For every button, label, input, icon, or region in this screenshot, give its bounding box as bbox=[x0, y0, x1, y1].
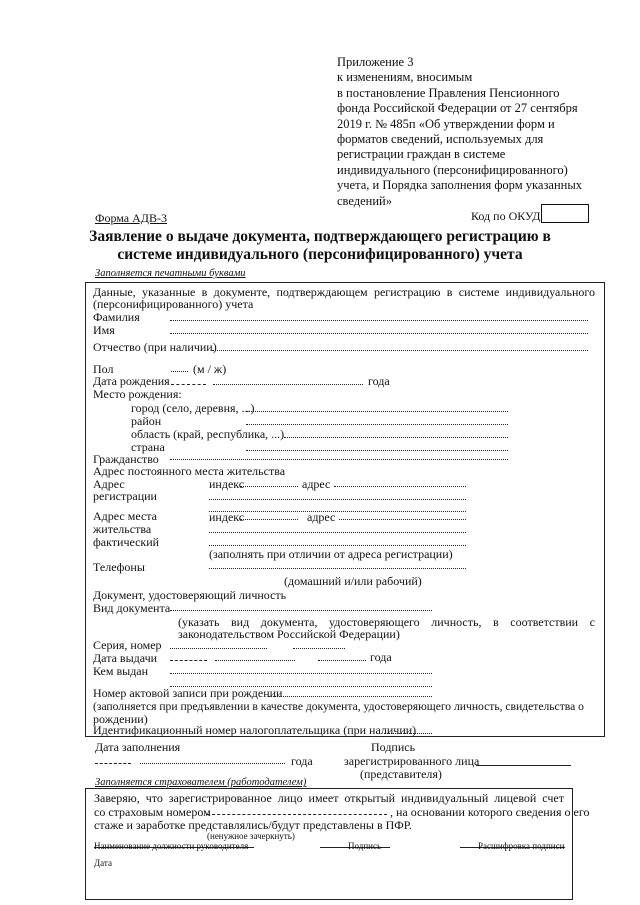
reg-index-label: индекс bbox=[209, 477, 245, 491]
issued-by-label: Кем выдан bbox=[93, 664, 149, 678]
appendix-line: фонда Российской Федерации от 27 сентября bbox=[337, 101, 578, 116]
live-address-hint: (заполнять при отличии от адреса регистрации) bbox=[209, 547, 453, 561]
citizenship-field[interactable] bbox=[170, 451, 508, 460]
district-field[interactable] bbox=[246, 416, 508, 425]
title-line: Заявление о выдаче документа, подтверждающего регистрацию в bbox=[89, 228, 551, 245]
birth-record-label: Номер актовой записи при рождении bbox=[93, 686, 283, 700]
live-address-field-1[interactable] bbox=[339, 511, 466, 520]
fill-year-word: года bbox=[291, 754, 313, 768]
appendix-line: 2019 г. № 485п «Об утверждении форм и bbox=[337, 116, 555, 131]
region-label: область (край, республика, ...) bbox=[131, 427, 285, 441]
live-address-label: Адрес места bbox=[93, 509, 157, 523]
citizenship-label: Гражданство bbox=[93, 452, 159, 466]
certify-text-2: , на основании которого сведения о его bbox=[390, 805, 590, 819]
birthdate-year-field[interactable] bbox=[213, 376, 363, 385]
insurance-number-field[interactable] bbox=[207, 806, 387, 815]
city-label: город (село, деревня, ...) bbox=[131, 401, 255, 415]
certify-text-3: стаже и заработке представлялись/будут представлены в ПФР. bbox=[94, 818, 412, 832]
district-label: район bbox=[131, 414, 162, 428]
fill-date-label: Дата заполнения bbox=[95, 740, 181, 754]
live-index-field[interactable] bbox=[240, 511, 298, 520]
issue-date-label: Дата выдачи bbox=[93, 651, 158, 665]
reg-addr-label: адрес bbox=[302, 477, 331, 491]
appendix-line: Приложение 3 bbox=[337, 55, 414, 69]
appendix-header bbox=[337, 55, 597, 209]
signature-field[interactable] bbox=[476, 765, 571, 766]
inn-field[interactable] bbox=[384, 725, 432, 734]
patronymic-label: Отчество (при наличии) bbox=[93, 340, 217, 354]
reg-address-field-2[interactable] bbox=[209, 491, 466, 500]
sex-hint: (м / ж) bbox=[193, 362, 227, 376]
address-header: Адрес постоянного места жительства bbox=[93, 464, 286, 478]
series-number-label: Серия, номер bbox=[93, 638, 162, 652]
region-field[interactable] bbox=[284, 429, 508, 438]
id-document-label: Документ, удостоверяющий личность bbox=[93, 588, 287, 602]
signature-who-2: (представителя) bbox=[360, 767, 442, 781]
issue-date-month-field[interactable] bbox=[215, 652, 295, 661]
form-code: Форма АДВ-3 bbox=[95, 211, 167, 225]
signature-label: Подпись bbox=[371, 740, 416, 754]
date-caption: Дата bbox=[94, 858, 112, 868]
note-employer: Заполняется страхователем (работодателем) bbox=[95, 777, 307, 788]
sex-field[interactable] bbox=[171, 363, 188, 372]
doc-type-hint-2: законодательством Российской Федерации) bbox=[178, 627, 400, 641]
fill-date-year-field[interactable] bbox=[140, 755, 285, 764]
birthplace-label: Место рождения: bbox=[93, 387, 182, 401]
okud-label: Код по ОКУД bbox=[471, 209, 541, 223]
live-address-field-3[interactable] bbox=[209, 537, 466, 546]
issued-by-field-1[interactable] bbox=[170, 665, 432, 674]
phones-hint: (домашний и/или рабочий) bbox=[284, 574, 422, 588]
doc-type-field[interactable] bbox=[170, 602, 432, 611]
reg-address-field-1[interactable] bbox=[334, 478, 466, 487]
birthdate-label: Дата рождения bbox=[93, 374, 170, 388]
signature-who: зарегистрированного лица bbox=[344, 754, 480, 768]
live-address-field-2[interactable] bbox=[209, 524, 466, 533]
city-field[interactable] bbox=[246, 403, 508, 412]
live-addr-label: адрес bbox=[307, 510, 336, 524]
note-print-letters: Заполняется печатными буквами bbox=[95, 268, 246, 279]
doc-type-label: Вид документа bbox=[93, 601, 171, 615]
title-line: системе индивидуального (персонифицированного) учета bbox=[117, 246, 523, 263]
phones-field[interactable] bbox=[209, 560, 466, 569]
signature-caption: Подпись bbox=[348, 841, 382, 851]
phones-label: Телефоны bbox=[93, 560, 145, 574]
name-field[interactable] bbox=[170, 325, 588, 334]
birthdate-day-month-field[interactable] bbox=[171, 376, 206, 385]
birth-record-field[interactable] bbox=[268, 688, 432, 697]
year-word: года bbox=[368, 374, 390, 388]
sex-label: Пол bbox=[93, 362, 114, 376]
issue-year-word: года bbox=[370, 650, 392, 664]
insurance-number-label: со страховым номером bbox=[94, 805, 211, 819]
reg-address-label-2: регистрации bbox=[93, 489, 157, 503]
birth-record-hint-2: рождении) bbox=[93, 712, 148, 726]
certify-text: Заверяю, что зарегистрированное лицо имеет открытый индивидуальный лицевой счет bbox=[94, 791, 564, 805]
appendix-line: регистрации граждан в системе bbox=[337, 147, 506, 162]
intro-text-2: (персонифицированного) учета bbox=[93, 297, 254, 311]
live-address-label-3: фактический bbox=[93, 535, 160, 549]
surname-label: Фамилия bbox=[93, 310, 140, 324]
appendix-line: в постановление Правления Пенсионного bbox=[337, 85, 560, 100]
live-address-label-2: жительства bbox=[93, 522, 152, 536]
position-caption: Наименование должности руководителя bbox=[94, 841, 249, 851]
patronymic-field[interactable] bbox=[212, 342, 588, 351]
country-field[interactable] bbox=[246, 442, 508, 451]
live-index-label: индекс bbox=[209, 510, 245, 524]
issue-date-day-month-field[interactable] bbox=[170, 652, 207, 661]
reg-index-field[interactable] bbox=[240, 478, 298, 487]
number-field[interactable] bbox=[293, 640, 345, 649]
reg-address-label: Адрес bbox=[93, 477, 125, 491]
inn-label: Идентификационный номер налогоплательщика (при наличии) bbox=[93, 723, 417, 737]
appendix-line: к изменениям, вносимым bbox=[337, 70, 473, 85]
series-field[interactable] bbox=[170, 640, 267, 649]
fill-date-day-month-field[interactable] bbox=[95, 755, 131, 764]
document-title bbox=[70, 228, 570, 264]
surname-field[interactable] bbox=[170, 312, 588, 321]
appendix-line: индивидуального (персонифицированного) bbox=[337, 162, 568, 177]
intro-text: Данные, указанные в документе, подтверждающем регистрацию в системе индивидуального bbox=[93, 285, 595, 299]
appendix-line: учета, и Порядка заполнения форм указанных bbox=[337, 178, 582, 193]
signature-decoding-caption: Расшифровка подписи bbox=[478, 841, 565, 851]
appendix-line: сведений» bbox=[337, 193, 392, 208]
name-label: Имя bbox=[93, 323, 115, 337]
doc-type-hint: (указать вид документа, удостоверяющего личность, в соответствии с bbox=[178, 615, 595, 629]
country-label: страна bbox=[131, 440, 165, 454]
birth-record-hint: (заполняется при предъявлении в качестве документа, удостоверяющего личность, свидетельства о bbox=[93, 700, 584, 713]
strike-hint: (ненужное зачеркнуть) bbox=[207, 831, 295, 841]
issue-date-year-field[interactable] bbox=[318, 652, 366, 661]
appendix-line: форматов сведений, используемых для bbox=[337, 132, 544, 147]
okud-code-field[interactable] bbox=[541, 204, 589, 223]
